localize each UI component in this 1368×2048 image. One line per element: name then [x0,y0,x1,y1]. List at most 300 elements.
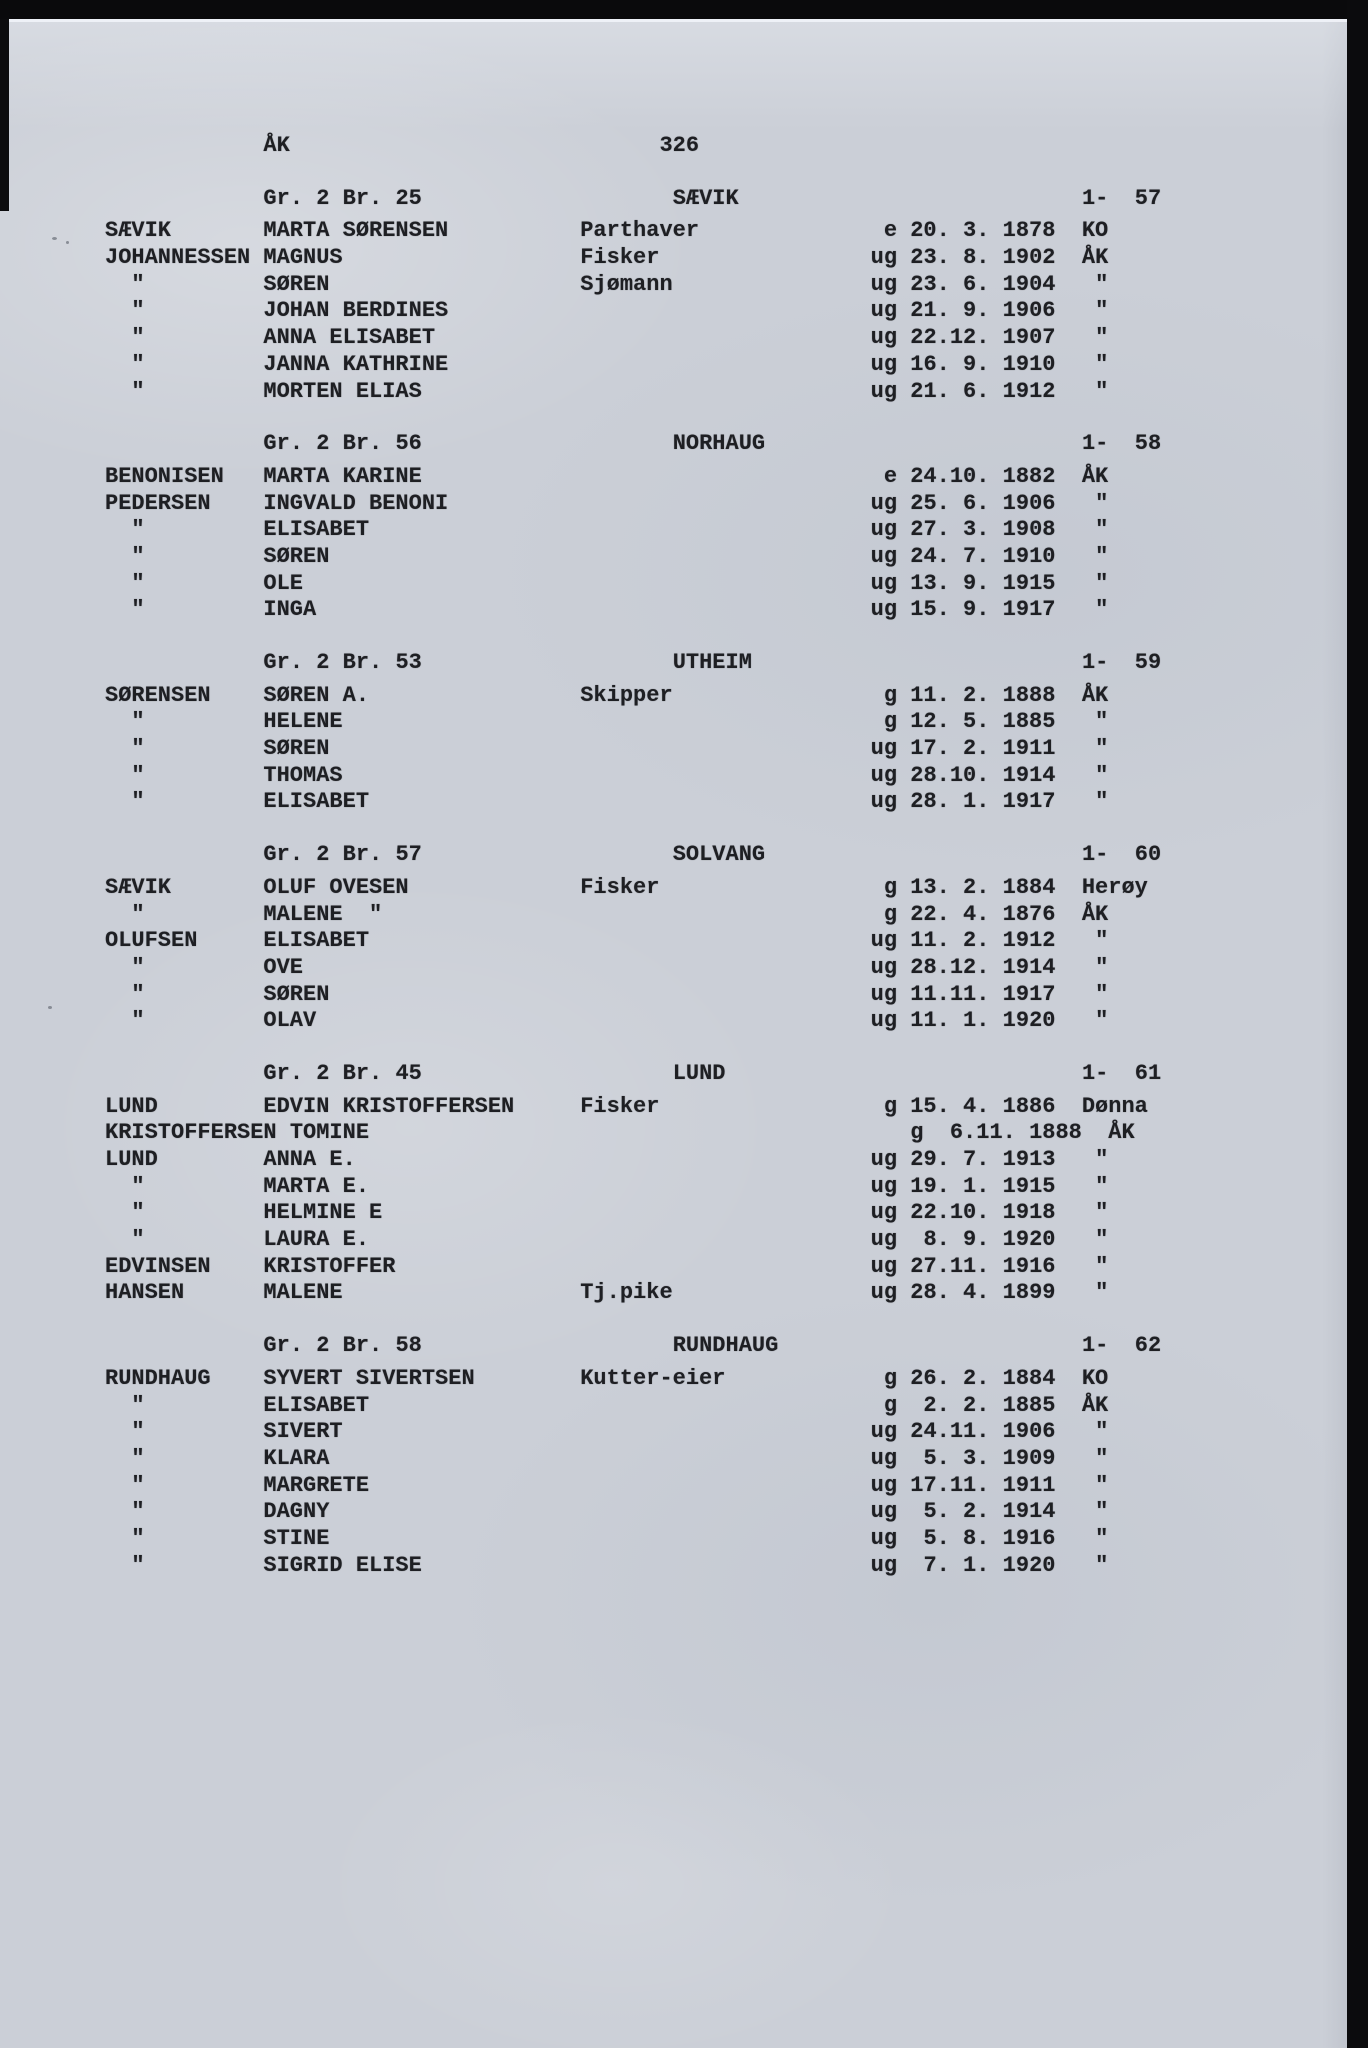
person-row [105,1419,1161,1446]
occupation-cell [580,1008,870,1035]
occupation-cell [580,1446,870,1473]
person-row [105,1499,1161,1526]
household-section [105,842,1161,1035]
given-name-cell: SØREN [263,981,330,1007]
marital-status-cell: ug [870,378,898,404]
household-rows [105,1094,1161,1308]
birthplace-cell: " [1081,954,1109,980]
marital-status-cell: ug [870,789,898,815]
occupation-cell [580,1147,870,1174]
section-header [105,1061,1161,1088]
person-row [105,928,1161,955]
occupation-cell: Parthaver [580,218,700,244]
surname-cell: " [105,325,145,351]
birthplace-cell: " [1081,1525,1109,1551]
marital-status-cell: ug [870,1008,898,1034]
person-row [105,1473,1161,1500]
person-row [105,736,1161,763]
household-rows [105,218,1161,405]
farm-name: SOLVANG [672,842,766,868]
serial-number: 1- 58 [1081,431,1162,457]
person-row [105,597,1161,624]
farm-name: UTHEIM [672,650,752,675]
occupation-cell: Tj.pike [580,1280,673,1306]
person-row [105,1553,1161,1580]
given-name-cell: SIVERT [263,1419,343,1445]
birthdate-cell: 15. 4. 1886 [910,1093,1056,1119]
person-row [105,683,1161,710]
group-farm-number: Gr. 2 Br. 53 [263,650,422,675]
occupation-cell [580,928,870,955]
occupation-cell [580,571,870,598]
occupation-cell [580,736,870,763]
occupation-cell [580,1526,870,1553]
farm-name: NORHAUG [672,431,766,457]
person-row [105,1280,1161,1307]
occupation-cell: Fisker [580,1093,660,1119]
birthplace-cell: ÅK [1081,901,1109,927]
scan-edge-right [1347,0,1368,2048]
occupation-cell [580,789,870,816]
surname-cell: LUND [105,1093,158,1119]
serial-number: 1- 60 [1081,842,1162,868]
person-row [105,1393,1161,1420]
surname-cell: SÆVIK [105,874,172,900]
surname-cell: LUND [105,1147,158,1172]
household-rows [105,683,1161,816]
occupation-cell [580,298,870,325]
occupation-cell [607,1120,897,1147]
section-header [105,1333,1161,1360]
surname-cell: JOHANNESSEN [105,245,251,271]
birthdate-cell: 23. 6. 1904 [910,271,1056,297]
occupation-cell [580,464,870,491]
birthdate-cell: 24.10. 1882 [910,463,1056,489]
marital-status-cell: g [883,709,898,735]
given-name-cell: SYVERT SIVERTSEN [263,1365,475,1391]
birthplace-cell: " [1081,1008,1109,1034]
person-row [105,464,1161,491]
birthplace-cell: KO [1081,218,1109,244]
birthdate-cell: 25. 6. 1906 [910,490,1056,516]
birthplace-cell: " [1081,543,1109,569]
birthdate-cell: 5. 3. 1909 [910,1445,1056,1471]
marital-status-cell: ug [870,762,898,788]
birthdate-cell: 2. 2. 1885 [910,1392,1056,1418]
birthplace-cell: " [1081,378,1109,404]
marital-status-cell: e [883,218,898,244]
given-name-cell: ANNA ELISABET [263,325,436,351]
given-name-cell: SØREN A. [263,682,370,708]
surname-cell: " [105,570,145,596]
birthdate-cell: 16. 9. 1910 [910,351,1056,377]
birthplace-cell: " [1081,1499,1109,1525]
birthplace-cell: " [1081,736,1109,762]
surname-cell: SØRENSEN [105,682,211,708]
surname-cell: " [105,1392,145,1418]
birthdate-cell: 27.11. 1916 [910,1253,1056,1279]
surname-cell: EDVINSEN [105,1253,211,1279]
occupation-cell: Sjømann [580,271,673,297]
birthplace-cell: " [1081,570,1109,596]
person-row [105,325,1161,352]
marital-status-cell: ug [870,517,898,543]
given-name-cell: MARTA E. [263,1173,370,1199]
given-name-cell: SØREN [263,736,330,762]
marital-status-cell: ug [870,954,898,980]
person-row [105,352,1161,379]
birthdate-cell: 23. 8. 1902 [910,245,1056,271]
marital-status-cell: ug [870,981,898,1007]
given-name-cell: OLAV [263,1008,317,1034]
marital-status-cell: ug [870,928,898,954]
occupation-cell [580,1227,870,1254]
marital-status-cell: ug [870,490,898,516]
person-row [105,379,1161,406]
marital-status-cell: g [883,1093,898,1119]
group-farm-number: Gr. 2 Br. 57 [263,842,422,868]
person-row [105,1254,1161,1281]
marital-status-cell: g [883,901,898,927]
surname-cell: " [105,1173,145,1199]
marital-status-cell: ug [870,1200,898,1226]
farm-name: SÆVIK [672,185,739,211]
surname-cell: " [105,1472,145,1498]
marital-status-cell: ug [870,597,898,623]
given-name-cell: KRISTOFFER [263,1253,396,1279]
household-section [105,1061,1161,1307]
person-row [105,1227,1161,1254]
person-row [105,955,1161,982]
marital-status-cell: ug [870,245,898,271]
person-row [105,875,1161,902]
given-name-cell: OVE [263,954,304,980]
section-header [105,650,1161,677]
person-row [105,517,1161,544]
given-name-cell: THOMAS [263,762,343,788]
given-name-cell: SØREN [263,271,330,297]
occupation-cell: Fisker [580,245,660,271]
household-rows [105,875,1161,1035]
surname-cell: " [105,1552,145,1578]
birthdate-cell: 11. 1. 1920 [910,1008,1056,1034]
marital-status-cell: g [883,1392,898,1418]
birthplace-cell: " [1081,1173,1109,1199]
person-row [105,1120,1161,1147]
birthplace-cell: " [1081,1445,1109,1471]
birthplace-cell: Dønna [1081,1093,1148,1119]
birthdate-cell: 11. 2. 1888 [910,682,1056,708]
surname-cell: " [105,271,145,297]
section-header [105,431,1161,458]
marital-status-cell: ug [870,570,898,596]
occupation-cell [580,517,870,544]
surname-cell: " [105,1008,145,1034]
person-row [105,1174,1161,1201]
birthplace-cell: " [1081,1419,1109,1445]
surname-cell: KRISTOFFERSEN [105,1120,277,1146]
given-name-cell: ANNA E. [263,1147,356,1172]
given-name-cell: STINE [263,1525,330,1551]
marital-status-cell: ug [870,351,898,377]
given-name-cell: MALENE " [263,901,383,927]
occupation-cell [580,1174,870,1201]
person-row [105,245,1161,272]
section-header [105,186,1161,213]
surname-cell: " [105,1419,145,1445]
birthplace-cell: " [1081,1200,1109,1226]
birthplace-cell: " [1081,1472,1109,1498]
person-row [105,1446,1161,1473]
scan-speck [66,241,69,244]
birthdate-cell: 20. 3. 1878 [910,218,1056,244]
occupation-cell: Fisker [580,874,660,900]
farm-name: LUND [672,1060,726,1086]
occupation-cell [580,709,870,736]
region-code: ÅK [263,133,290,158]
surname-cell: OLUFSEN [105,928,198,954]
birthdate-cell: 29. 7. 1913 [910,1147,1056,1172]
birthdate-cell: 8. 9. 1920 [910,1227,1056,1253]
marital-status-cell: ug [870,1499,898,1525]
person-row [105,491,1161,518]
occupation-cell [580,1499,870,1526]
group-farm-number: Gr. 2 Br. 56 [263,431,422,457]
birthdate-cell: 19. 1. 1915 [910,1173,1056,1199]
group-farm-number: Gr. 2 Br. 25 [263,185,422,211]
person-row [105,1526,1161,1553]
birthplace-cell: ÅK [1081,245,1109,271]
marital-status-cell: ug [870,1552,898,1578]
given-name-cell: ELISABET [263,517,370,543]
occupation-cell [580,1419,870,1446]
birthplace-cell: " [1081,1253,1109,1279]
occupation-cell [580,491,870,518]
birthplace-cell: " [1081,1227,1109,1253]
birthdate-cell: 5. 2. 1914 [910,1499,1056,1525]
surname-cell: RUNDHAUG [105,1365,211,1391]
birthplace-cell: " [1081,325,1109,351]
person-row [105,1008,1161,1035]
serial-number: 1- 62 [1081,1333,1162,1359]
household-section [105,650,1161,816]
occupation-cell [580,763,870,790]
marital-status-cell: ug [870,543,898,569]
surname-cell: " [105,597,145,623]
given-name-cell: ELISABET [263,1392,370,1418]
surname-cell: " [105,1525,145,1551]
serial-number: 1- 61 [1081,1060,1162,1086]
given-name-cell: MARTA SØRENSEN [263,218,449,244]
page-header [105,133,1161,160]
birthplace-cell: " [1081,981,1109,1007]
birthdate-cell: 21. 6. 1912 [910,378,1056,404]
birthplace-cell: " [1081,762,1109,788]
marital-status-cell: ug [870,1280,898,1306]
surname-cell: " [105,1445,145,1471]
group-farm-number: Gr. 2 Br. 45 [263,1060,422,1086]
birthdate-cell: 6.11. 1888 [936,1120,1082,1146]
document-body [105,0,1161,1579]
occupation-cell [580,597,870,624]
birthplace-cell: ÅK [1081,463,1109,489]
household-section [105,186,1161,406]
person-row [105,763,1161,790]
birthdate-cell: 26. 2. 1884 [910,1365,1056,1391]
marital-status-cell: ug [870,1173,898,1199]
surname-cell: " [105,1227,145,1253]
birthplace-cell: " [1081,709,1109,735]
given-name-cell: MORTEN ELIAS [263,378,422,404]
birthplace-cell: " [1081,298,1109,324]
birthplace-cell: ÅK [1081,1392,1109,1418]
birthplace-cell: " [1081,490,1109,516]
given-name-cell: KLARA [263,1445,330,1471]
surname-cell: SÆVIK [105,218,172,244]
birthdate-cell: 21. 9. 1906 [910,298,1056,324]
birthplace-cell: " [1081,1552,1109,1578]
surname-cell: " [105,709,145,735]
farm-name: RUNDHAUG [672,1333,779,1359]
marital-status-cell: ug [870,1445,898,1471]
birthdate-cell: 28. 1. 1917 [910,789,1056,815]
surname-cell: " [105,351,145,377]
birthdate-cell: 11. 2. 1912 [910,928,1056,954]
occupation-cell [580,379,870,406]
birthplace-cell: Herøy [1081,874,1148,900]
birthdate-cell: 5. 8. 1916 [910,1525,1056,1551]
person-row [105,298,1161,325]
surname-cell: " [105,736,145,762]
birthdate-cell: 13. 9. 1915 [910,570,1056,596]
birthdate-cell: 7. 1. 1920 [910,1552,1056,1578]
marital-status-cell: g [883,1365,898,1391]
given-name-cell: ELISABET [263,789,370,815]
section-header [105,842,1161,869]
surname-cell: " [105,298,145,324]
marital-status-cell: ug [870,1253,898,1279]
person-row [105,1200,1161,1227]
given-name-cell: OLE [263,570,304,596]
given-name-cell: HELENE [263,709,343,735]
given-name-cell: ELISABET [263,928,370,954]
household-section [105,431,1161,624]
surname-cell: " [105,981,145,1007]
marital-status-cell: ug [870,736,898,762]
given-name-cell: MARGRETE [263,1472,370,1498]
person-row [105,1366,1161,1393]
surname-cell: BENONISEN [105,463,224,489]
serial-number: 1- 59 [1081,650,1162,675]
person-row [105,789,1161,816]
marital-status-cell: ug [870,1472,898,1498]
person-row [105,982,1161,1009]
birthdate-cell: 27. 3. 1908 [910,517,1056,543]
birthdate-cell: 24. 7. 1910 [910,543,1056,569]
birthdate-cell: 11.11. 1917 [910,981,1056,1007]
birthdate-cell: 13. 2. 1884 [910,874,1056,900]
given-name-cell: MAGNUS [263,245,343,271]
occupation-cell: Kutter-eier [580,1365,726,1391]
birthdate-cell: 24.11. 1906 [910,1419,1056,1445]
birthplace-cell: " [1081,789,1109,815]
household-rows [105,464,1161,624]
given-name-cell: TOMINE [289,1120,370,1146]
occupation-cell [580,544,870,571]
birthdate-cell: 22.12. 1907 [910,325,1056,351]
person-row [105,1094,1161,1121]
scan-edge-left [0,19,9,211]
birthplace-cell: " [1081,928,1109,954]
given-name-cell: MARTA KARINE [263,463,422,489]
birthplace-cell: " [1081,271,1109,297]
given-name-cell: INGA [263,597,317,623]
occupation-cell [580,1200,870,1227]
birthdate-cell: 28.10. 1914 [910,762,1056,788]
person-row [105,272,1161,299]
birthdate-cell: 22.10. 1918 [910,1200,1056,1226]
given-name-cell: JANNA KATHRINE [263,351,449,377]
marital-status-cell: g [910,1120,924,1146]
given-name-cell: INGVALD BENONI [263,490,449,516]
occupation-cell [580,902,870,929]
birthplace-cell: KO [1081,1365,1109,1391]
marital-status-cell: g [883,682,898,708]
person-row [105,544,1161,571]
given-name-cell: OLUF OVESEN [263,874,409,900]
scan-speck [48,1006,52,1009]
marital-status-cell: ug [870,325,898,351]
surname-cell: " [105,543,145,569]
surname-cell: " [105,378,145,404]
birthplace-cell: ÅK [1108,1120,1135,1146]
occupation-cell [580,955,870,982]
occupation-cell: Skipper [580,682,673,708]
person-row [105,709,1161,736]
birthdate-cell: 28.12. 1914 [910,954,1056,980]
marital-status-cell: ug [870,1147,898,1172]
birthplace-cell: " [1081,597,1109,623]
birthdate-cell: 15. 9. 1917 [910,597,1056,623]
surname-cell: HANSEN [105,1280,185,1306]
given-name-cell: LAURA E. [263,1227,370,1253]
marital-status-cell: e [883,463,898,489]
surname-cell: " [105,789,145,815]
surname-cell: " [105,517,145,543]
scan-speck [52,237,57,240]
surname-cell: PEDERSEN [105,490,211,516]
person-row [105,218,1161,245]
page-number: 326 [659,133,700,158]
person-row [105,902,1161,929]
given-name-cell: JOHAN BERDINES [263,298,449,324]
household-rows [105,1366,1161,1580]
birthdate-cell: 28. 4. 1899 [910,1280,1056,1306]
marital-status-cell: ug [870,1419,898,1445]
group-farm-number: Gr. 2 Br. 58 [263,1333,422,1359]
occupation-cell [580,1254,870,1281]
marital-status-cell: ug [870,1227,898,1253]
given-name-cell: SIGRID ELISE [263,1552,422,1578]
household-section [105,1333,1161,1579]
birthplace-cell: " [1081,1280,1109,1306]
person-row [105,1147,1161,1174]
birthplace-cell: " [1081,351,1109,377]
given-name-cell: DAGNY [263,1499,330,1525]
birthplace-cell: ÅK [1081,682,1109,708]
birthdate-cell: 12. 5. 1885 [910,709,1056,735]
occupation-cell [580,1553,870,1580]
